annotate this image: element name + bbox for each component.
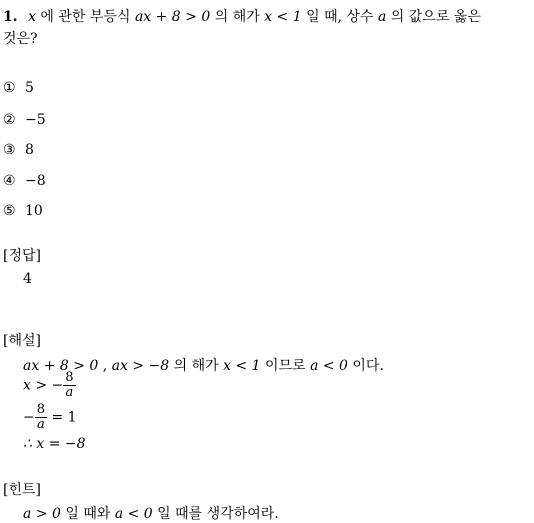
solution-line-2-prefix: x > − — [23, 377, 64, 394]
solution-a-negative: a < 0 — [310, 358, 348, 374]
question-line-2: 것은? — [3, 31, 38, 47]
question-line-1 — [3, 6, 481, 26]
solution-text-a: 의 해가 — [169, 358, 224, 374]
choice-2-mark: ② — [3, 112, 16, 128]
fraction-2-numerator: 8 — [36, 402, 46, 417]
question-text-b: 의 해가 — [210, 9, 265, 25]
answer-label: [정답] — [3, 248, 41, 264]
choice-2[interactable] — [3, 112, 46, 128]
solution-label: [해설] — [3, 333, 41, 349]
question-var-a: a — [378, 9, 387, 25]
hint-a-positive: a > 0 — [23, 506, 61, 522]
choice-5-mark: ⑤ — [3, 203, 16, 219]
choice-1-value: 5 — [25, 80, 34, 96]
hint-label: [힌트] — [3, 482, 41, 498]
solution-fraction-1 — [63, 371, 75, 400]
solution-comma: , — [98, 358, 112, 374]
answer-value: 4 — [23, 271, 32, 287]
choice-3[interactable] — [3, 142, 34, 158]
solution-text-b: 이므로 — [260, 358, 311, 374]
solution-line-1 — [23, 355, 384, 375]
question-number: 1. — [3, 9, 18, 25]
choice-4-value: −8 — [25, 173, 46, 189]
solution-inequality-2: ax > −8 — [111, 358, 170, 374]
choice-4-mark: ④ — [3, 173, 16, 189]
solution-range: x < 1 — [223, 358, 261, 374]
solution-fraction-2 — [35, 403, 47, 432]
fraction-2-denominator: a — [36, 417, 45, 432]
choice-1[interactable] — [3, 80, 34, 96]
question-text-d: 의 값으로 옳은 — [386, 9, 481, 25]
solution-line-2 — [23, 371, 76, 400]
solution-line-3-suffix: = 1 — [47, 409, 77, 426]
fraction-1-denominator: a — [65, 385, 74, 400]
question-var-x: x — [28, 9, 36, 25]
question-solution: x < 1 — [264, 9, 302, 25]
solution-inequality-1: ax + 8 > 0 — [23, 358, 99, 374]
hint-a-negative: a < 0 — [114, 506, 153, 522]
solution-line-4: ∴ x = −8 — [23, 436, 86, 452]
choice-1-mark: ① — [3, 80, 16, 96]
choice-3-mark: ③ — [3, 142, 16, 158]
question-text-c: 일 때, 상수 — [301, 9, 378, 25]
question-inequality: ax + 8 > 0 — [134, 9, 211, 25]
solution-text-c: 이다. — [347, 358, 384, 374]
choice-5[interactable] — [3, 203, 43, 219]
choice-2-value: −5 — [25, 112, 46, 128]
choice-5-value: 10 — [25, 203, 43, 219]
choice-3-value: 8 — [25, 142, 34, 158]
fraction-1-numerator: 8 — [65, 370, 74, 385]
hint-text-b: 일 때를 생각하여라. — [152, 506, 279, 522]
solution-line-3 — [23, 403, 77, 432]
question-text-a: 에 관한 부등식 — [35, 9, 135, 25]
hint-line — [23, 503, 279, 523]
solution-line-3-prefix: − — [23, 409, 35, 426]
hint-text-a: 일 때와 — [60, 506, 115, 522]
choice-4[interactable] — [3, 173, 46, 189]
